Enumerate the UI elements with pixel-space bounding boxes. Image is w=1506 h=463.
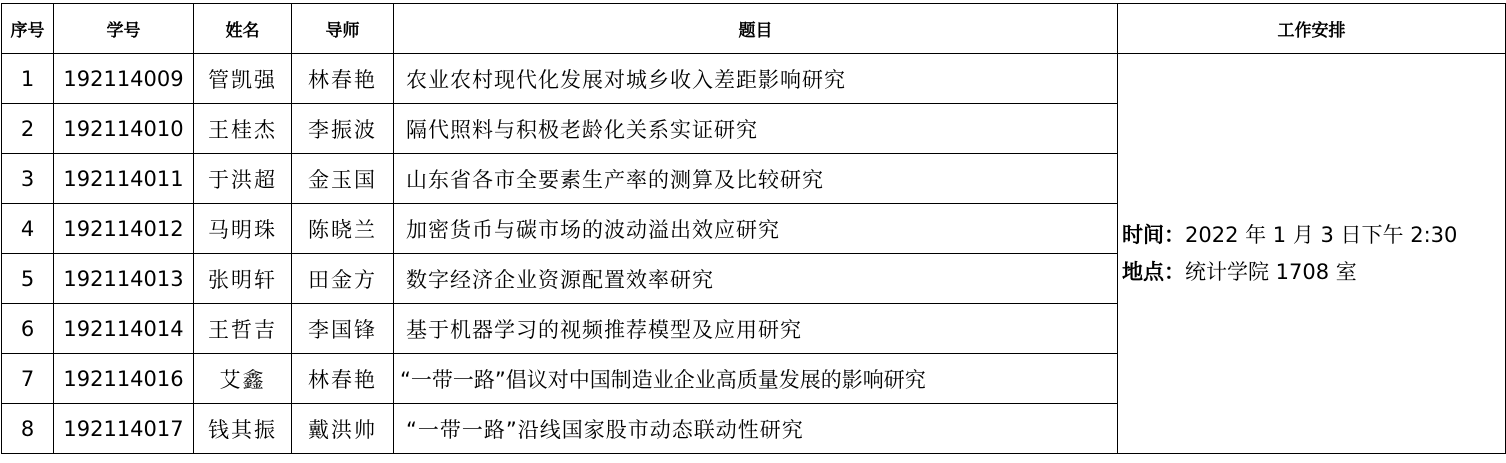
student-id-cell: 192114012 [54,204,194,254]
topic-cell: 农业农村现代化发展对城乡收入差距影响研究 [394,54,1118,104]
student-id-cell: 192114017 [54,404,194,454]
student-id-cell: 192114013 [54,254,194,304]
name-cell: 张明轩 [194,254,292,304]
advisor-cell: 田金方 [292,254,394,304]
student-id-cell: 192114010 [54,104,194,154]
topic-cell: 山东省各市全要素生产率的测算及比较研究 [394,154,1118,204]
header-advisor: 导师 [292,4,394,54]
name-cell: 艾鑫 [194,354,292,404]
time-value: 2022 年 1 月 3 日下午 2:30 [1185,222,1458,247]
header-index: 序号 [2,4,54,54]
place-value: 统计学院 1708 室 [1185,259,1357,284]
name-cell: 管凯强 [194,54,292,104]
topic-cell: “一带一路”倡议对中国制造业企业高质量发展的影响研究 [394,354,1118,404]
arrangement-place [1122,254,1505,291]
name-cell: 于洪超 [194,154,292,204]
place-label: 地点： [1122,259,1185,284]
advisor-cell: 李国锋 [292,304,394,354]
topic-cell: 隔代照料与积极老龄化关系实证研究 [394,104,1118,154]
index-cell: 6 [2,304,54,354]
header-arrangement: 工作安排 [1118,4,1506,54]
header-row [2,4,1506,54]
student-id-cell: 192114009 [54,54,194,104]
index-cell: 4 [2,204,54,254]
name-cell: 钱其振 [194,404,292,454]
student-id-cell: 192114014 [54,304,194,354]
header-name: 姓名 [194,4,292,54]
advisor-cell: 金玉国 [292,154,394,204]
topic-cell: “一带一路”沿线国家股市动态联动性研究 [394,404,1118,454]
topic-cell: 加密货币与碳市场的波动溢出效应研究 [394,204,1118,254]
advisor-cell: 李振波 [292,104,394,154]
topic-cell: 数字经济企业资源配置效率研究 [394,254,1118,304]
header-topic: 题目 [394,4,1118,54]
name-cell: 王桂杰 [194,104,292,154]
advisor-cell: 林春艳 [292,354,394,404]
arrangement-cell [1118,54,1506,454]
index-cell: 2 [2,104,54,154]
name-cell: 王哲吉 [194,304,292,354]
table-row [2,54,1506,104]
index-cell: 5 [2,254,54,304]
index-cell: 1 [2,54,54,104]
index-cell: 8 [2,404,54,454]
header-student-id: 学号 [54,4,194,54]
defense-schedule-table [1,3,1506,454]
advisor-cell: 林春艳 [292,54,394,104]
advisor-cell: 陈晓兰 [292,204,394,254]
topic-cell: 基于机器学习的视频推荐模型及应用研究 [394,304,1118,354]
student-id-cell: 192114011 [54,154,194,204]
index-cell: 3 [2,154,54,204]
student-id-cell: 192114016 [54,354,194,404]
arrangement-time [1122,217,1505,254]
advisor-cell: 戴洪帅 [292,404,394,454]
index-cell: 7 [2,354,54,404]
name-cell: 马明珠 [194,204,292,254]
time-label: 时间： [1122,222,1185,247]
